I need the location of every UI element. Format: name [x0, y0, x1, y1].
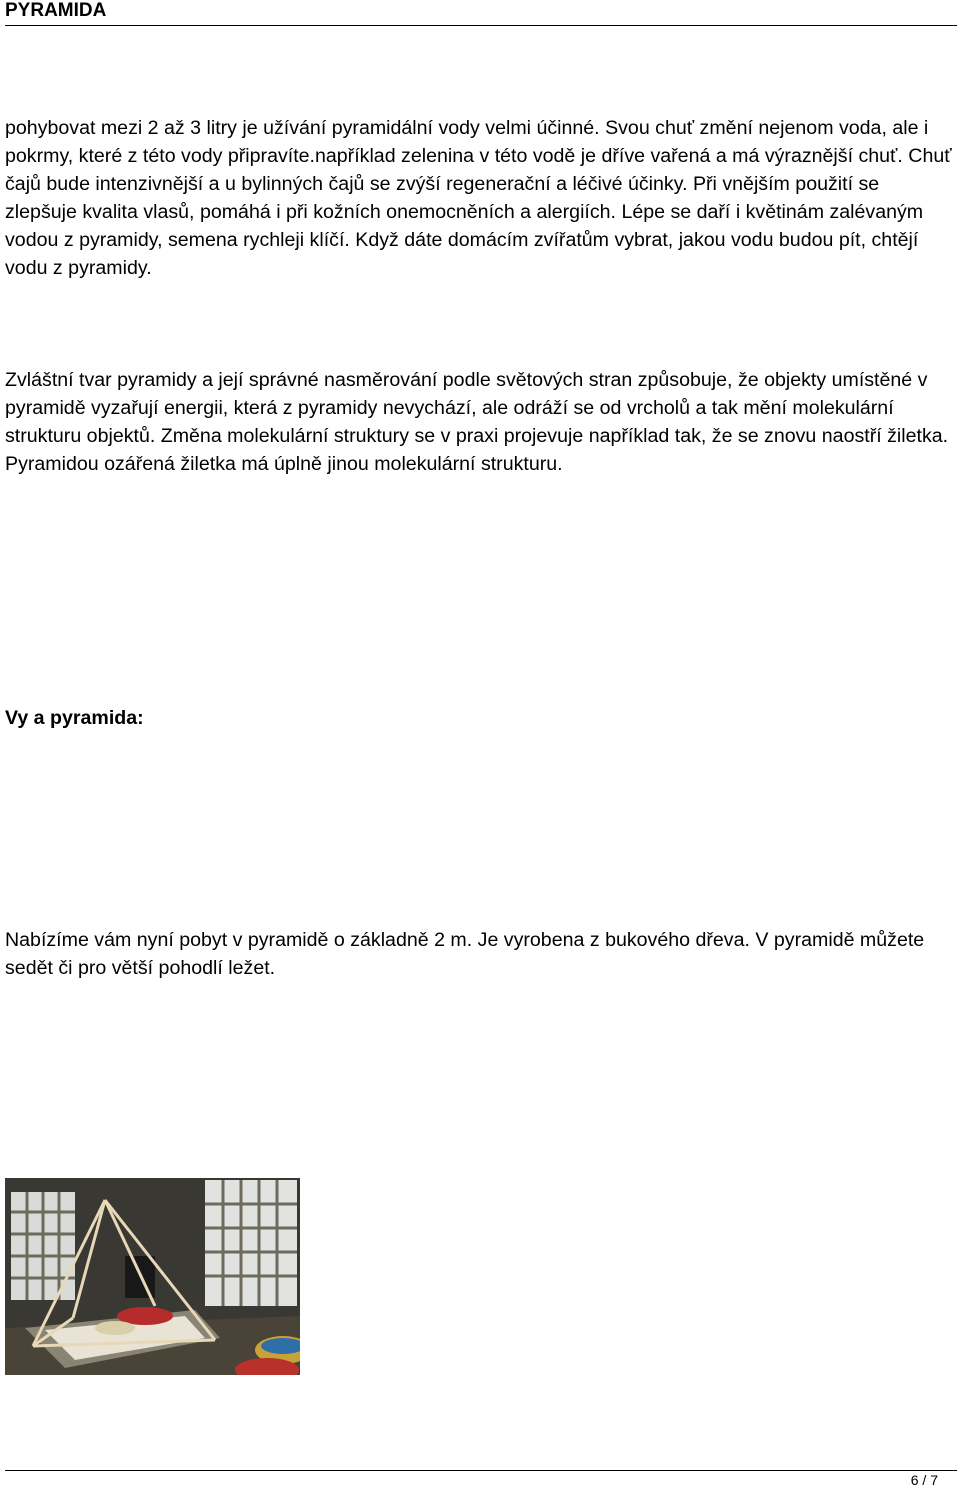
page-number: 6 / 7 [910, 1472, 938, 1488]
section-heading: Vy a pyramida: [5, 707, 144, 729]
footer-divider [5, 1470, 957, 1471]
document-title: PYRAMIDA [5, 0, 107, 21]
header-divider [5, 25, 957, 26]
pyramid-room-photo [5, 1178, 300, 1375]
paragraph-water-effects: pohybovat mezi 2 až 3 litry je užívání pyramidální vody velmi účinné. Svou chuť změní nejenom voda, ale i pokrmy, které z této vody připravíte.například zelenina v této vodě je dříve vařená a má výraznější chuť. Chuť čajů bude intenzivnější a u bylinných čajů se zvýší regenerační a léčivé účinky. Při vnějším použití se zlepšuje kvalita vlasů, pomáhá i při kožních onemocněních a alergiích. Lépe se daří i květinám zalévaným vodou z pyramidy, semena rychleji klíčí. Když dáte domácím zvířatům vybrat, jakou vodu budou pít, chtějí vodu z pyramidy. [5, 117, 952, 279]
paragraph-pyramid-shape: Zvláštní tvar pyramidy a její správné nasměrování podle světových stran způsobuje, že objekty umístěné v pyramidě vyzařují energii, která z pyramidy nevychází, ale odráží se od vrcholů a tak mění molekulární strukturu objektů. Změna molekulární struktury se v praxi projevuje například tak, že se znovu naostří žiletka. Pyramidou ozářená žiletka má úplně jinou molekulární strukturu. [5, 369, 949, 475]
paragraph-offer: Nabízíme vám nyní pobyt v pyramidě o základně 2 m. Je vyrobena z bukového dřeva. V pyramidě můžete sedět či pro větší pohodlí ležet. [5, 929, 925, 979]
